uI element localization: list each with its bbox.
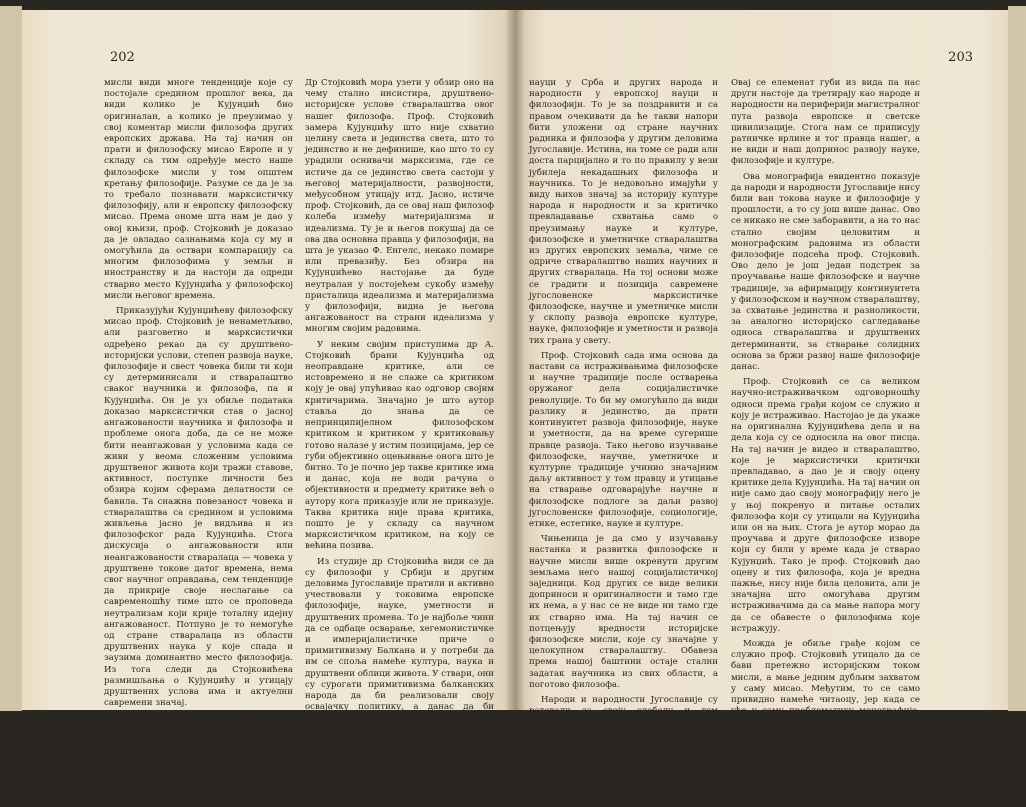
- paragraph: Проф. Стојковић се са великом научно-истраживачком одговорношћу односи према грађи којом се служио и коју је истраживао. Настојао је да укаже на оригинална Кујунџићева дела и на дела која су се односила на овог писца. На тај начин је видео и стваралаштво, које је марксистички критички превладавао, а дао је и своју оцену критике дела Кујунџића. На тај начин он није само дао своју монографију него је у њој покренуо и питање осталих филозофа који су утицали на Кујунџића или он на њих. Стога је аутор морао да проучава и друге филозофске изворе који су били у време када је стварао Кујунџић. Тако је проф. Стојковић дао оцену и тих филозофа, која је вредна пажње, нису није била целовита, али је значајна што омогућава другим истраживачима да са мање напора могу да се обавесте о филозофима које истражују.: [731, 377, 920, 634]
- paragraph: Народи и народности Југославије су ратовали за своју слободу и том приликом и стварали друштвене, културне, филозофске и научне вредности које нису довољно истражене. Радило се о целовитој борби за слободу која је подразумевала и развитак свести, науке, филозофије, уметности и културе. Они су постајали део европске и светске културе, филозофије и уметности.: [529, 694, 718, 806]
- paragraph: Ова монографија евидентно показује да народи и народности Југославије нису били ван токова науке и филозофије у прошлости, а то су још више данас. Ово се никако не сме заборавити, а на то нас стално својим целовитим и монографским радовима из области филозофије подсећа проф. Стојковић. Ово дело је још један подстрек за проучавање наше филозофске и научне традиције, за афирмацију континуитета у филозофском и научном стваралаштву, за схватање јединства и разноликости, за аналогно историјско сагледавање односа стваралаштва и друштвених детерминанти, за стварање солидних основа за бржи развој наше филозофије данас.: [731, 171, 920, 373]
- text-column: [104, 78, 293, 791]
- paragraph: Као прави марксистички критичар др Стојковић у односу на Кујунџића — Абердара не даје коначне и завршне оцене, већ само дефинише његово место у филозофској науци. Чак је у неким својим закључцима критичнији него што би требало да буде.: [104, 713, 293, 791]
- page-number: 202: [110, 50, 135, 65]
- paragraph: науци у Срба и других народа и народности у европској науци и филозофији. То је за поздравити и са правом очекивати да ће такви напори бити уложени од стране научних радника и филозофа у другим деловима Југославије. Истина, на томе се ради али доста парцијално и то по правилу у вези јубилеја некадашњих филозофа и научника. То је недовољно имајући у виду њихов значај за историју културе народа и народности и за критичко превладавање схватања само о преузимању науке и културе, филозофске и уметничке стваралаштва из других европских земаља, чиме се одриче стваралаштво наших научних и других стваралаца. На тој основи може се градити и позиција савремене југословенске марксистичке филозофске, научне и уметничке мисли у склопу развоја европске културе, науке, филозофије и уметности и развоја тих грана у свету.: [529, 78, 718, 346]
- paragraph: Чињеница је да смо у изучавању настанка и развитка филозофске и научне мисли више окренути другим земљама него нашој социјалистичкој заједници. Код других се виде велики доприноси и оригиналности и тамо где их нема, а у нас се не виде ни тамо где их стварно има. На тај начин се потцењују вредности историјске филозофске мисли, које су значајне у целокупном стваралаштву. Обавеза према нашој баштини остаје стални задатак научника из свих области, а поготово филозофа.: [529, 534, 718, 690]
- paragraph: Проф. Стојковић сада има основа да настави са истраживањима филозофске и научне традиције после остварења оружаног дела социјалистичке револуције. То би му омогућило да види разлику и јединство, да прати континуитет развоја филозофије, науке и уметности, да на време сугерише правце развоја. Тако његово изучавање филозофске, научне, уметничке и културне традиције учинио значајним даљу активност у том правцу и утицање на стварање одговарајуће научне и филозофске подлоге за даљи развој југословенске филозофије, социологије, етике, естетике, науке и културе.: [529, 350, 718, 529]
- right-page: [515, 10, 1008, 806]
- left-page: [22, 10, 515, 791]
- text-column: [305, 78, 495, 791]
- paragraph: Из студије др Стојковића види се да су филозофи у Србији и другим деловима Југославије пратили и активно учествовали у токовима европске филозофије, науке, уметности и друштвених промена. То је најбоље чини да се одбаце осварање, хегемонистичке и империјалистичке приче о примитивизму Балкана и у потреби да им се споља намеће култура, наука и друштвени облици живота. У ствари, они су сурогати примитивизма балканских народа да би реализовали своју освајачку политику, а данас да би довели у сумњу на мање изграђивани социјалистичко друштво на новим основама социјалистичког самоуправљања. Проф. Стојковић је у научно-филозофској критици стваралаштва Кујунџића дао место филозофији и: [305, 556, 495, 791]
- paragraph: мисли види многе тенденције које су постојале средином прошлог века, да види колико је Кујунџић био оригиналан, а колико је преузимао у свој коментар мисли филозофа других европских држава. На тај начин он прати и филозофску мисао Европе и у складу са тим одређује место наше филозофске мисли у том општем кретању филозофије. Разуме се да је за то требало познавати марксистичку филозофију, али и европску филозофску мисао. Према ономе шта нам је дао у овој књизи, проф. Стојковић је доказао да је овладао сазнањима која су му и омогућила да оствари компарацију са многим филозофима у земљи и иностранству и да настоји да одреди стварно место Кујунџића у филозофској мисли његовог времена.: [104, 78, 293, 301]
- text-column: [731, 78, 920, 784]
- text-column: [529, 78, 718, 806]
- book-gutter: [505, 10, 525, 710]
- paragraph: Можда је обиље грађе којом се служио проф. Стојковић утицало да се бави претежно историјским током мисли, а мање једним дубљим захватом у саму мисао. Међутим, то се само привидно намеће читаоцу, јер када се уђе у саму проблематику монографије, долази се до закључка да се ради о стварном дубоком захвату у целокупно Кујунџићево стваралаштво лоцирано у дати историјски и друштвени амбијент који је детерминисао стварање овог филозофа. У неким деловима: [731, 638, 920, 784]
- paragraph: У неким својим приступима др А. Стојковић брани Кујунџића од неоправдане критике, али се истовремено и не слаже са критиком коју је овај упућивао као одговор својим критичарима. Значајно је што аутор ставља до знања да се непринципијелном филозофском критиком и критиком у критиковању готово налазе у истим позицијама, јер се губи објективно оцењивање онога што је битно. То је почно јер такве критике има и данас, која не води рачуна о објективности и предмету критике већ о аутору кога приказује или не приказује. Таква критика није права критика, пошто је у складу са научном марксистичком критиком, на коју се већина позива.: [305, 339, 494, 552]
- page-number: 203: [948, 50, 973, 65]
- paragraph: Приказујући Кујунџићеву филозофску мисао проф. Стојковић је ненаметљиво, али разговетно и марксистички одређено рекао да су друштвено-историјски услови, степен развоја науке, филозофије и свест човека били ти који су детерминисали и стваралаштво сваког научника и филозофа, па и Кујунџића. Он је уз обиље података доказао марксистички став о јасној ангажованости научника и филозофа и проблеме онога доба, да се не може бити неангажован у условима када се живи у веома сложеним условима друштвеног живота који тражи ставове, активност, поступке личности без обзира којим сферама делатности се бавила. Та снажна повезаност човека и стваралаштва са средином и условима живљења јасно је видљива и из филозофског рада Кујунџића. Стога дискусија о ангажованости или неангажованости стваралаца — човека у друштвене токове датог времена, нема свог научног оправдања, сем тенденције да прикрије своје неслагање са савременошћу тиме што се проповеда неутрализам који крије тоталну идејну ангажованост. Потпуно је то немогуће од стране стваралаца из области друштвених наука у које спада и заузима доминантно место филозофија. Из тога следи да Стојковићева размишљања о Кујунџићу и утицају друштвених услова има и актуелни савремени значај.: [104, 306, 293, 709]
- paragraph: Овај се елеменат губи из вида па нас други настоје да третирају као народе и народности на периферији магистралног пута развоја европске и светске цивилизације. Стога нам се приписују ратничке врлине и тог правца нашег, а не види и наш допринос развоју науке, филозофије и културе.: [731, 78, 920, 167]
- paragraph: Др Стојковић мора узети у обзир оно на чему стално инсистира, друштвено-историјске услове стваралаштва овог нашег филозофа. Проф. Стојковић замера Кујунџићу што није схватио целину света и јединства света, што то јединство и не дефинише, као што то су урадили оснивачи марксизма, где се истиче да се јединство света састоји у његовој материјалности, развојности, међусобном утицају итд. Јасно, истиче проф. Стојковић, да се овај наш филозоф колеба између материјализма и идеализма. Ту је и његов покушај да се ова два основна правца у филозофији, на шта је указао Ф. Енгелс, некако помире или превазиђу. Без обзира на Кујунџићево настојање да буде неутралан у постојећем сукобу између присталица идеализма и материјализма у филозофији, видна је његова ангажованост на страни идеализма у многим својим радовима.: [305, 78, 494, 335]
- right-page-edges: [1008, 6, 1026, 711]
- left-page-edges: [0, 6, 22, 711]
